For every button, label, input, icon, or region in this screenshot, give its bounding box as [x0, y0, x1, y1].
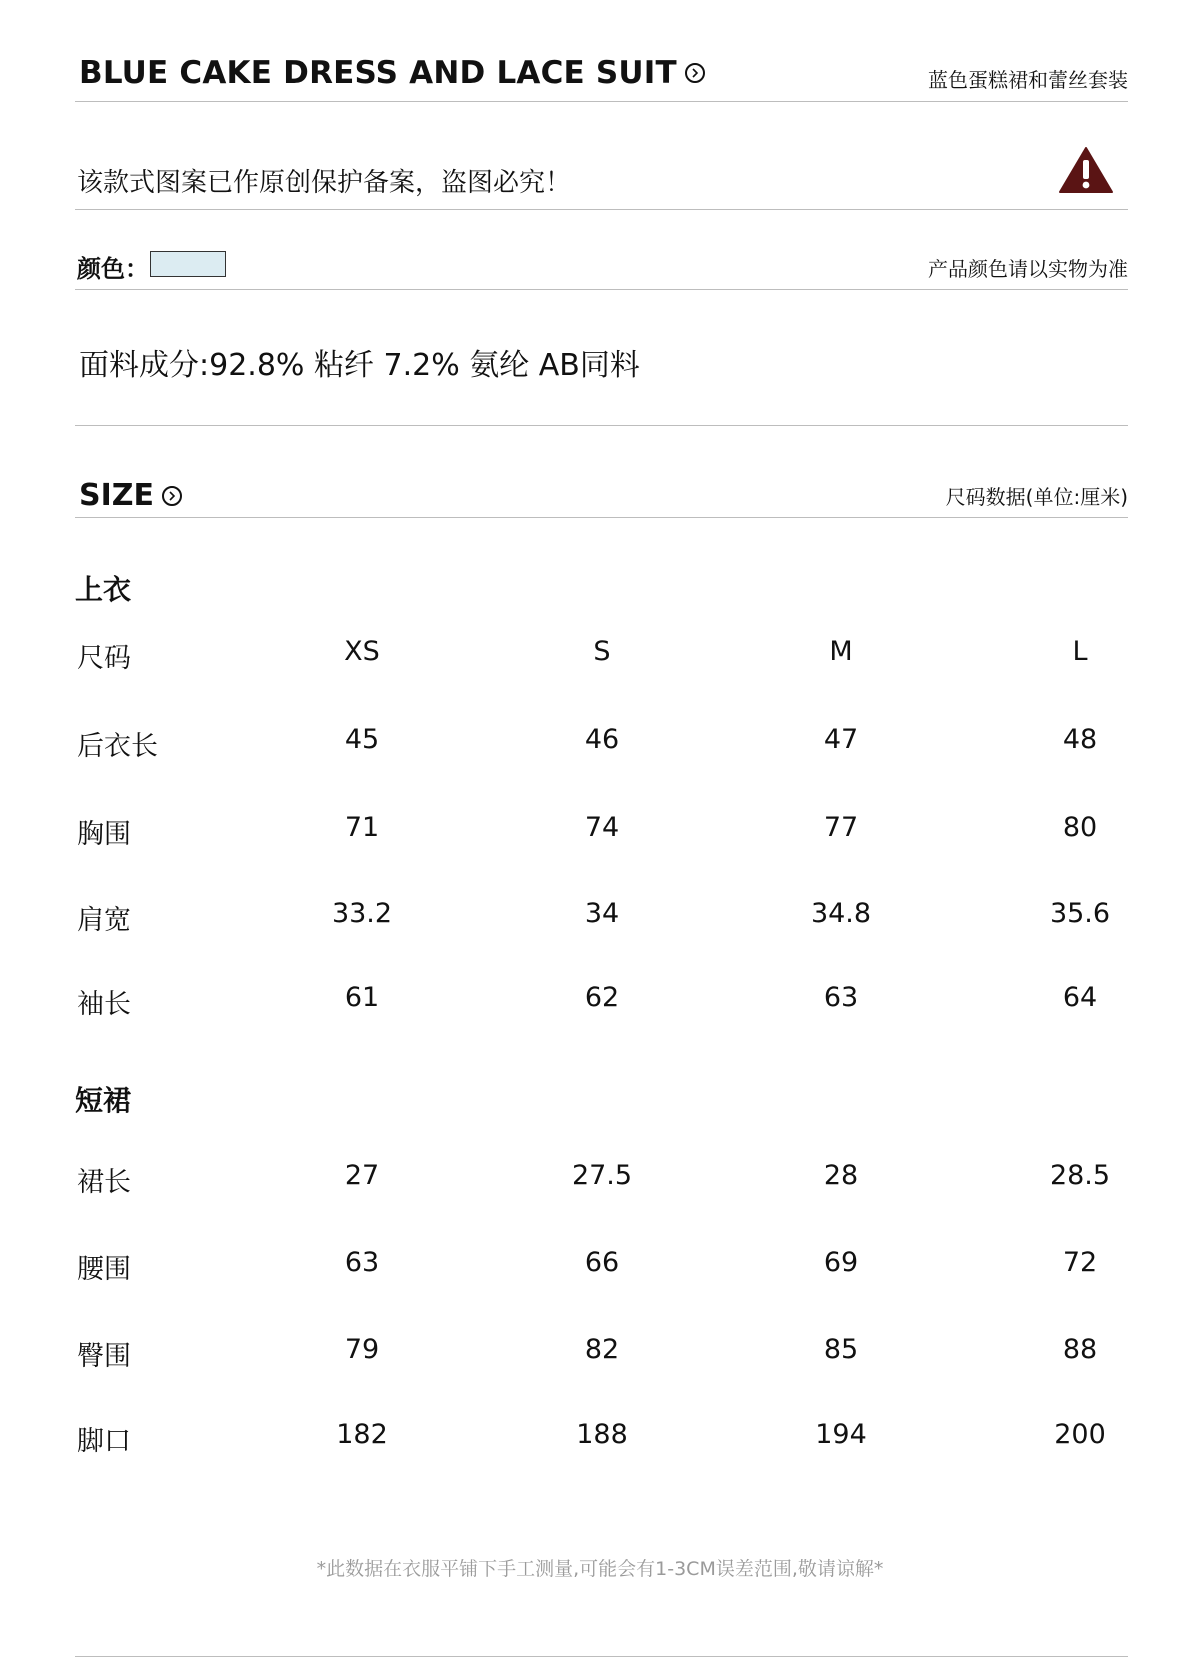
table-row	[0, 898, 1200, 938]
table-cell: 28.5	[1049, 1160, 1111, 1191]
row-label: 裙长	[77, 1167, 131, 1198]
table-cell: 33.2	[331, 898, 393, 929]
product-title-cn: 蓝色蛋糕裙和蕾丝套装	[928, 68, 1128, 92]
product-title: BLUE CAKE DRESS AND LACE SUIT	[79, 55, 677, 91]
section-label-top: 上衣	[75, 573, 132, 606]
table-cell: 27	[344, 1160, 380, 1191]
table-row	[0, 1419, 1200, 1459]
table-cell: 47	[823, 724, 859, 755]
table-cell: 62	[584, 982, 620, 1013]
table-row	[0, 1247, 1200, 1287]
table-row	[0, 812, 1200, 852]
size-header-s: S	[593, 636, 611, 667]
table-cell: 80	[1062, 812, 1098, 843]
table-cell: 79	[344, 1334, 380, 1365]
chevron-right-circle-icon	[162, 486, 182, 506]
size-header-label: 尺码	[77, 643, 131, 674]
measurement-footnote: *此数据在衣服平铺下手工测量,可能会有1-3CM误差范围,敬请谅解*	[316, 1558, 884, 1580]
table-cell: 63	[823, 982, 859, 1013]
row-label: 臀围	[77, 1341, 131, 1372]
table-cell: 88	[1062, 1334, 1098, 1365]
row-label: 袖长	[77, 989, 131, 1020]
table-cell: 182	[336, 1419, 388, 1450]
size-header-row	[0, 636, 1200, 676]
table-cell: 69	[823, 1247, 859, 1278]
color-label: 颜色：	[77, 255, 149, 283]
table-cell: 27.5	[571, 1160, 633, 1191]
warning-triangle-icon	[1058, 146, 1114, 194]
size-header-l: L	[1072, 636, 1088, 667]
color-swatch	[150, 251, 226, 277]
table-cell: 85	[823, 1334, 859, 1365]
row-label: 后衣长	[77, 731, 158, 762]
table-cell: 82	[584, 1334, 620, 1365]
table-cell: 46	[584, 724, 620, 755]
size-title-row	[79, 478, 182, 513]
size-title: SIZE	[79, 478, 155, 513]
chevron-right-circle-icon	[685, 63, 705, 83]
table-row	[0, 724, 1200, 764]
table-cell: 71	[344, 812, 380, 843]
color-note: 产品颜色请以实物为准	[928, 257, 1128, 281]
row-label: 脚口	[77, 1426, 131, 1457]
divider	[75, 289, 1128, 290]
table-row	[0, 1334, 1200, 1374]
divider	[75, 209, 1128, 210]
fabric-composition: 面料成分:92.8% 粘纤 7.2% 氨纶 AB同料	[79, 348, 640, 383]
table-cell: 45	[344, 724, 380, 755]
table-cell: 28	[823, 1160, 859, 1191]
size-header-xs: XS	[344, 636, 380, 667]
table-cell: 194	[815, 1419, 867, 1450]
table-cell: 64	[1062, 982, 1098, 1013]
copyright-notice: 该款式图案已作原创保护备案，盗图必究！	[77, 168, 572, 198]
section-label-skirt: 短裙	[75, 1084, 132, 1117]
table-cell: 34	[584, 898, 620, 929]
table-cell: 63	[344, 1247, 380, 1278]
size-unit-note: 尺码数据(单位:厘米)	[945, 485, 1128, 509]
row-label: 腰围	[77, 1254, 131, 1285]
table-cell: 74	[584, 812, 620, 843]
divider	[75, 517, 1128, 518]
table-cell: 34.8	[810, 898, 872, 929]
table-cell: 77	[823, 812, 859, 843]
table-row	[0, 982, 1200, 1022]
table-cell: 48	[1062, 724, 1098, 755]
table-cell: 188	[576, 1419, 628, 1450]
divider	[75, 425, 1128, 426]
table-cell: 35.6	[1049, 898, 1111, 929]
table-cell: 66	[584, 1247, 620, 1278]
divider	[75, 1656, 1128, 1657]
size-header-m: M	[829, 636, 853, 667]
divider	[75, 101, 1128, 102]
row-label: 肩宽	[77, 905, 131, 936]
table-cell: 61	[344, 982, 380, 1013]
row-label: 胸围	[77, 819, 131, 850]
product-title-row	[79, 55, 705, 91]
table-cell: 200	[1054, 1419, 1106, 1450]
table-row	[0, 1160, 1200, 1200]
table-cell: 72	[1062, 1247, 1098, 1278]
